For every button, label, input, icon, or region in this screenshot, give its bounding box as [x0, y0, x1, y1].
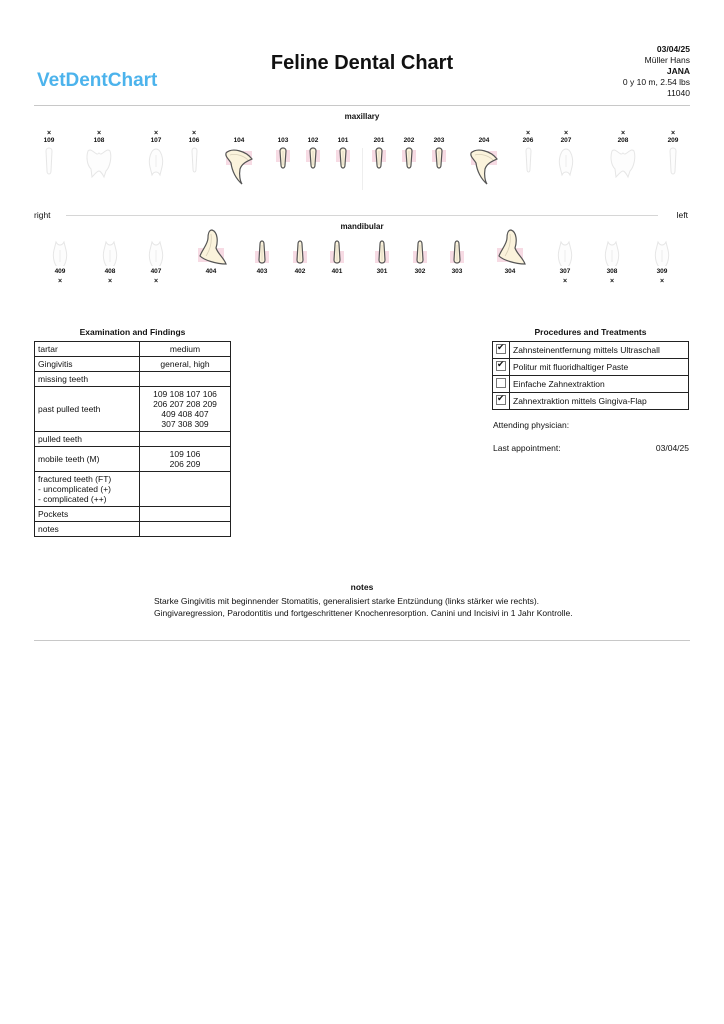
- tooth-302[interactable]: [400, 226, 440, 285]
- patient-info: [623, 44, 690, 99]
- missing-mark-icon: ×: [57, 278, 63, 285]
- tooth-number: 307: [559, 268, 571, 275]
- tooth-number: 403: [256, 268, 268, 275]
- procedure-checkbox[interactable]: [496, 344, 506, 354]
- premolar-tooth-icon: [40, 226, 80, 266]
- tooth-303[interactable]: [437, 226, 477, 285]
- procedure-row: [493, 376, 689, 393]
- finding-value[interactable]: [140, 372, 231, 387]
- tooth-number: 401: [331, 268, 343, 275]
- missing-mark-icon: [419, 130, 459, 137]
- tooth-108[interactable]: [79, 130, 119, 187]
- header-divider: [34, 105, 690, 106]
- tooth-number: 104: [233, 137, 245, 144]
- tooth-208[interactable]: [603, 130, 643, 187]
- tooth-301[interactable]: [362, 226, 402, 285]
- canine-tooth-icon: [191, 226, 231, 266]
- examination-row: [35, 507, 231, 522]
- owner-name: Müller Hans: [644, 55, 690, 65]
- tooth-408[interactable]: [90, 226, 130, 285]
- procedure-row: [493, 342, 689, 359]
- tooth-204[interactable]: [464, 130, 504, 187]
- finding-label: past pulled teeth: [35, 387, 140, 432]
- examination-row: [35, 387, 231, 432]
- examination-row: [35, 432, 231, 447]
- procedure-label: Einfache Zahnextraktion: [510, 376, 689, 393]
- tooth-number: 109: [43, 137, 55, 144]
- missing-mark-icon: [437, 278, 477, 285]
- tooth-106[interactable]: [174, 130, 214, 187]
- canine-tooth-icon: [464, 147, 504, 187]
- tooth-307[interactable]: [545, 226, 585, 285]
- premolar-tooth-icon: [592, 226, 632, 266]
- tooth-number: 102: [307, 137, 319, 144]
- tooth-number: 208: [617, 137, 629, 144]
- last-appointment-label: Last appointment:: [493, 443, 561, 453]
- tooth-number: 304: [504, 268, 516, 275]
- missing-mark-icon: [323, 130, 363, 137]
- tooth-number: 103: [277, 137, 289, 144]
- tooth-number: 202: [403, 137, 415, 144]
- procedure-label: Politur mit fluoridhaltiger Paste: [510, 359, 689, 376]
- finding-label: pulled teeth: [35, 432, 140, 447]
- procedure-checkbox-cell: [493, 393, 510, 410]
- examination-table: [34, 341, 231, 537]
- tooth-number: 402: [294, 268, 306, 275]
- premolar-tooth-icon: [136, 226, 176, 266]
- finding-value[interactable]: 109 106 206 209: [140, 447, 231, 472]
- tooth-number: 209: [667, 137, 679, 144]
- finding-value[interactable]: 109 108 107 106 206 207 208 209 409 408 407 307 308 309: [140, 387, 231, 432]
- examination-row: [35, 357, 231, 372]
- procedure-checkbox[interactable]: [496, 395, 506, 405]
- tooth-409[interactable]: [40, 226, 80, 285]
- finding-label: missing teeth: [35, 372, 140, 387]
- tooth-number: 303: [451, 268, 463, 275]
- incisor-tooth-icon: [400, 226, 440, 266]
- finding-value[interactable]: medium: [140, 342, 231, 357]
- premolar-tooth-icon: [136, 147, 176, 187]
- tooth-number: 404: [205, 268, 217, 275]
- tooth-402[interactable]: [280, 226, 320, 285]
- tooth-number: 302: [414, 268, 426, 275]
- patient-age-weight: 0 y 10 m, 2.54 lbs: [622, 77, 690, 87]
- examination-row: [35, 372, 231, 387]
- tooth-206[interactable]: [508, 130, 548, 187]
- tooth-number: 408: [104, 268, 116, 275]
- missing-mark-icon: ×: [153, 130, 159, 137]
- procedure-checkbox[interactable]: [496, 361, 506, 371]
- finding-value[interactable]: [140, 522, 231, 537]
- finding-label: Pockets: [35, 507, 140, 522]
- examination-heading: Examination and Findings: [79, 327, 186, 337]
- tooth-308[interactable]: [592, 226, 632, 285]
- incisor-tooth-icon: [317, 226, 357, 266]
- attending-physician-label: Attending physician:: [493, 420, 570, 430]
- notes-text: Starke Gingivitis mit beginnender Stomatitis, generalisiert starke Entzündung (links stärker wie rechts). Gingivaregression, Parodontitis und fortgeschrittener Knochenresorption. Canini und Incisivi in 1 Jahr Kontrolle.: [154, 596, 573, 618]
- missing-mark-icon: [219, 130, 259, 137]
- tooth-number: 309: [656, 268, 668, 275]
- missing-mark-icon: [191, 278, 231, 285]
- tooth-number: 206: [522, 137, 534, 144]
- missing-mark-icon: ×: [659, 278, 665, 285]
- incisor-tooth-icon: [280, 226, 320, 266]
- procedure-checkbox-cell: [493, 359, 510, 376]
- missing-mark-icon: ×: [525, 130, 531, 137]
- tooth-number: 106: [188, 137, 200, 144]
- premolar-tooth-icon: [642, 226, 682, 266]
- premolar-tooth-icon: [90, 226, 130, 266]
- finding-label: fractured teeth (FT) - uncomplicated (+) - complicated (++): [35, 472, 140, 507]
- tooth-number: 101: [337, 137, 349, 144]
- tooth-209[interactable]: [653, 130, 693, 187]
- tooth-107[interactable]: [136, 130, 176, 187]
- carnassial-tooth-icon: [79, 147, 119, 187]
- examination-row: [35, 342, 231, 357]
- occlusal-line: [66, 215, 658, 216]
- procedure-label: Zahnsteinentfernung mittels Ultraschall: [510, 342, 689, 359]
- missing-mark-icon: ×: [153, 278, 159, 285]
- molar-tooth-icon: [653, 147, 693, 187]
- small-tooth-icon: [508, 147, 548, 187]
- incisor-tooth-icon: [419, 147, 459, 187]
- missing-mark-icon: ×: [96, 130, 102, 137]
- procedures-table: [492, 341, 689, 410]
- premolar-tooth-icon: [546, 147, 586, 187]
- maxillary-label: maxillary: [344, 112, 380, 121]
- finding-value[interactable]: [140, 472, 231, 507]
- examination-row: [35, 472, 231, 507]
- tooth-number: 308: [606, 268, 618, 275]
- missing-mark-icon: ×: [670, 130, 676, 137]
- missing-mark-icon: [464, 130, 504, 137]
- chart-date: 03/04/25: [656, 44, 690, 54]
- finding-value[interactable]: [140, 432, 231, 447]
- footer-divider: [34, 640, 690, 641]
- procedure-label: Zahnextraktion mittels Gingiva-Flap: [510, 393, 689, 410]
- procedures-heading: Procedures and Treatments: [534, 327, 647, 337]
- tooth-number: 201: [373, 137, 385, 144]
- tooth-404[interactable]: [191, 226, 231, 285]
- missing-mark-icon: ×: [46, 130, 52, 137]
- canine-tooth-icon: [219, 147, 259, 187]
- tooth-109[interactable]: [29, 130, 69, 187]
- right-label: right: [34, 210, 51, 220]
- procedure-checkbox-cell: [493, 342, 510, 359]
- tooth-407[interactable]: [136, 226, 176, 285]
- procedure-row: [493, 393, 689, 410]
- incisor-tooth-icon: [362, 226, 402, 266]
- finding-label: tartar: [35, 342, 140, 357]
- incisor-tooth-icon: [437, 226, 477, 266]
- mandibular-label: mandibular: [340, 222, 384, 231]
- tooth-401[interactable]: [317, 226, 357, 285]
- missing-mark-icon: ×: [562, 278, 568, 285]
- missing-mark-icon: [317, 278, 357, 285]
- finding-label: notes: [35, 522, 140, 537]
- missing-mark-icon: [362, 278, 402, 285]
- incisor-tooth-icon: [242, 226, 282, 266]
- finding-value[interactable]: general, high: [140, 357, 231, 372]
- patient-id: 11040: [666, 88, 690, 98]
- patient-name: JANA: [666, 66, 690, 76]
- finding-label: mobile teeth (M): [35, 447, 140, 472]
- last-appointment-value: 03/04/25: [655, 443, 689, 453]
- brand-logo: VetDentChart: [37, 70, 158, 91]
- tooth-number: 407: [150, 268, 162, 275]
- tooth-403[interactable]: [242, 226, 282, 285]
- missing-mark-icon: [400, 278, 440, 285]
- tooth-104[interactable]: [219, 130, 259, 187]
- missing-mark-icon: ×: [609, 278, 615, 285]
- canine-tooth-icon: [490, 226, 530, 266]
- procedure-checkbox-cell: [493, 376, 510, 393]
- missing-mark-icon: ×: [620, 130, 626, 137]
- missing-mark-icon: [242, 278, 282, 285]
- tooth-309[interactable]: [642, 226, 682, 285]
- premolar-tooth-icon: [545, 226, 585, 266]
- procedure-row: [493, 359, 689, 376]
- tooth-number: 409: [54, 268, 66, 275]
- tooth-number: 108: [93, 137, 105, 144]
- tooth-304[interactable]: [490, 226, 530, 285]
- tooth-number: 204: [478, 137, 490, 144]
- tooth-101[interactable]: [323, 130, 363, 187]
- missing-mark-icon: [280, 278, 320, 285]
- molar-tooth-icon: [29, 147, 69, 187]
- finding-value[interactable]: [140, 507, 231, 522]
- tooth-number: 207: [560, 137, 572, 144]
- incisor-tooth-icon: [323, 147, 363, 187]
- small-tooth-icon: [174, 147, 214, 187]
- tooth-number: 203: [433, 137, 445, 144]
- tooth-203[interactable]: [419, 130, 459, 187]
- procedure-checkbox[interactable]: [496, 378, 506, 388]
- missing-mark-icon: ×: [191, 130, 197, 137]
- tooth-number: 301: [376, 268, 388, 275]
- notes-heading: notes: [350, 582, 374, 592]
- examination-row: [35, 522, 231, 537]
- finding-label: Gingivitis: [35, 357, 140, 372]
- missing-mark-icon: ×: [107, 278, 113, 285]
- left-label: left: [676, 210, 688, 220]
- tooth-207[interactable]: [546, 130, 586, 187]
- missing-mark-icon: ×: [563, 130, 569, 137]
- examination-row: [35, 447, 231, 472]
- tooth-number: 107: [150, 137, 162, 144]
- missing-mark-icon: [490, 278, 530, 285]
- carnassial-tooth-icon: [603, 147, 643, 187]
- page-title: Feline Dental Chart: [270, 52, 454, 74]
